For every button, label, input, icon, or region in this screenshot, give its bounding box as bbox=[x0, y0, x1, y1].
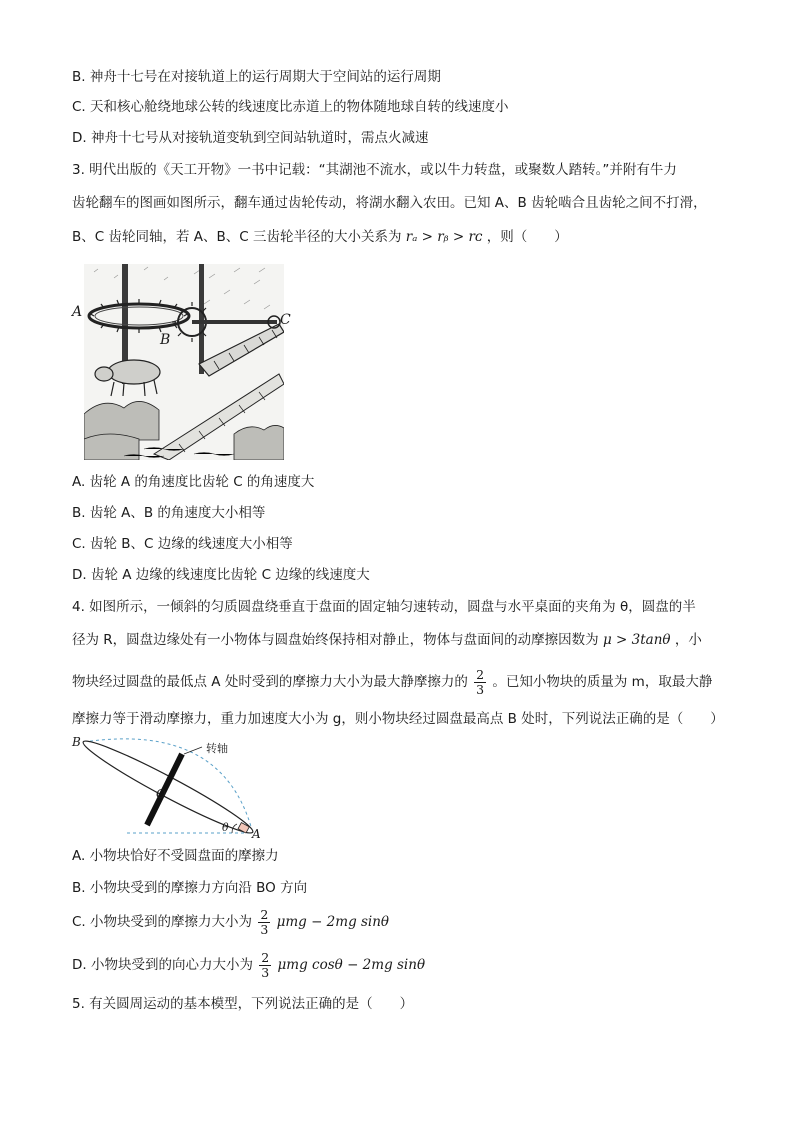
q4-label-theta: θ bbox=[222, 821, 229, 834]
q4-option-b: B. 小物块受到的摩擦力方向沿 BO 方向 bbox=[72, 880, 308, 896]
q3-option-b: B. 齿轮 A、B 的角速度大小相等 bbox=[72, 505, 266, 521]
tilted-disk-diagram bbox=[72, 732, 272, 842]
q4-option-c bbox=[72, 905, 389, 939]
q4-option-d-math: μmg cosθ − 2mg sinθ bbox=[277, 957, 426, 973]
q4-option-c-math: μmg − 2mg sinθ bbox=[276, 914, 390, 930]
q4-option-d-frac-num: 2 bbox=[261, 949, 270, 965]
q3-label-c: C bbox=[280, 312, 291, 328]
q4-option-d-frac-den: 3 bbox=[261, 964, 270, 980]
q4-fraction-two-thirds bbox=[474, 668, 486, 697]
q3-gear-figure bbox=[72, 264, 291, 460]
q4-option-c-fraction bbox=[258, 908, 270, 937]
q4-option-c-text: C. 小物块受到的摩擦力大小为 bbox=[72, 914, 253, 930]
q3-radius-relation: rₐ > rᵦ > rᴄ bbox=[405, 229, 483, 245]
q4-stem-line2 bbox=[72, 630, 702, 650]
q2-option-c: C. 天和核心舱绕地球公转的线速度比赤道上的物体随地球自转的线速度小 bbox=[72, 99, 509, 115]
q4-frac-den: 3 bbox=[476, 681, 485, 697]
q4-option-c-frac-num: 2 bbox=[260, 906, 269, 922]
q4-label-a: A bbox=[252, 827, 261, 841]
q3-stem-line3-end: ，则（ ） bbox=[486, 229, 568, 245]
q3-option-c: C. 齿轮 B、C 边缘的线速度大小相等 bbox=[72, 536, 293, 552]
q4-stem-line3-end: 。已知小物块的质量为 m，取最大静 bbox=[492, 674, 713, 690]
gear-waterwheel-illustration bbox=[84, 264, 284, 460]
q4-stem-line3-text: 物块经过圆盘的最低点 A 处时受到的摩擦力大小为最大静摩擦力的 bbox=[72, 674, 468, 690]
q4-label-b: B bbox=[72, 735, 81, 749]
q2-option-b: B. 神舟十七号在对接轨道上的运行周期大于空间站的运行周期 bbox=[72, 69, 441, 85]
q3-option-a: A. 齿轮 A 的角速度比齿轮 C 的角速度大 bbox=[72, 474, 315, 490]
q3-stem-line3-text: B、C 齿轮同轴，若 A、B、C 三齿轮半径的大小关系为 bbox=[72, 229, 402, 245]
q4-label-axis: 转轴 bbox=[206, 742, 228, 755]
q4-stem-line3 bbox=[72, 666, 712, 698]
q4-option-a: A. 小物块恰好不受圆盘面的摩擦力 bbox=[72, 848, 279, 864]
q3-label-a: A bbox=[72, 304, 83, 320]
q4-frac-num: 2 bbox=[476, 666, 485, 682]
q3-stem-line1: 3. 明代出版的《天工开物》一书中记载：“其湖池不流水，或以牛力转盘，或聚数人踏转。”并附有牛力 bbox=[72, 162, 677, 178]
q4-disk-figure bbox=[72, 732, 272, 842]
q3-stem-line3 bbox=[72, 227, 568, 247]
q3-stem-line2: 齿轮翻车的图画如图所示，翻车通过齿轮传动，将湖水翻入农田。已知 A、B 齿轮啮合且齿轮之间不打滑， bbox=[72, 195, 707, 211]
q4-stem-line4: 摩擦力等于滑动摩擦力，重力加速度大小为 g，则小物块经过圆盘最高点 B 处时，下列说法正确的是（ ） bbox=[72, 711, 724, 727]
q4-option-d-text: D. 小物块受到的向心力大小为 bbox=[72, 957, 253, 973]
q5-stem-line1: 5. 有关圆周运动的基本模型，下列说法正确的是（ ） bbox=[72, 996, 414, 1012]
q4-option-d bbox=[72, 948, 425, 982]
q4-option-c-frac-den: 3 bbox=[260, 921, 269, 937]
q3-label-b: B bbox=[160, 332, 171, 348]
q2-option-d: D. 神舟十七号从对接轨道变轨到空间站轨道时，需点火减速 bbox=[72, 130, 429, 146]
q4-friction-condition: μ > 3tanθ bbox=[602, 632, 671, 648]
q4-option-d-fraction bbox=[259, 951, 271, 980]
q4-stem-line2-end: ，小 bbox=[674, 632, 702, 648]
q4-stem-line2-text: 径为 R，圆盘边缘处有一小物体与圆盘始终保持相对静止，物体与盘面间的动摩擦因数为 bbox=[72, 632, 599, 648]
q4-label-o: O bbox=[156, 787, 166, 801]
q3-option-d: D. 齿轮 A 边缘的线速度比齿轮 C 边缘的线速度大 bbox=[72, 567, 370, 583]
q4-stem-line1: 4. 如图所示，一倾斜的匀质圆盘绕垂直于盘面的固定轴匀速转动，圆盘与水平桌面的夹角为 θ，圆盘的半 bbox=[72, 599, 696, 615]
